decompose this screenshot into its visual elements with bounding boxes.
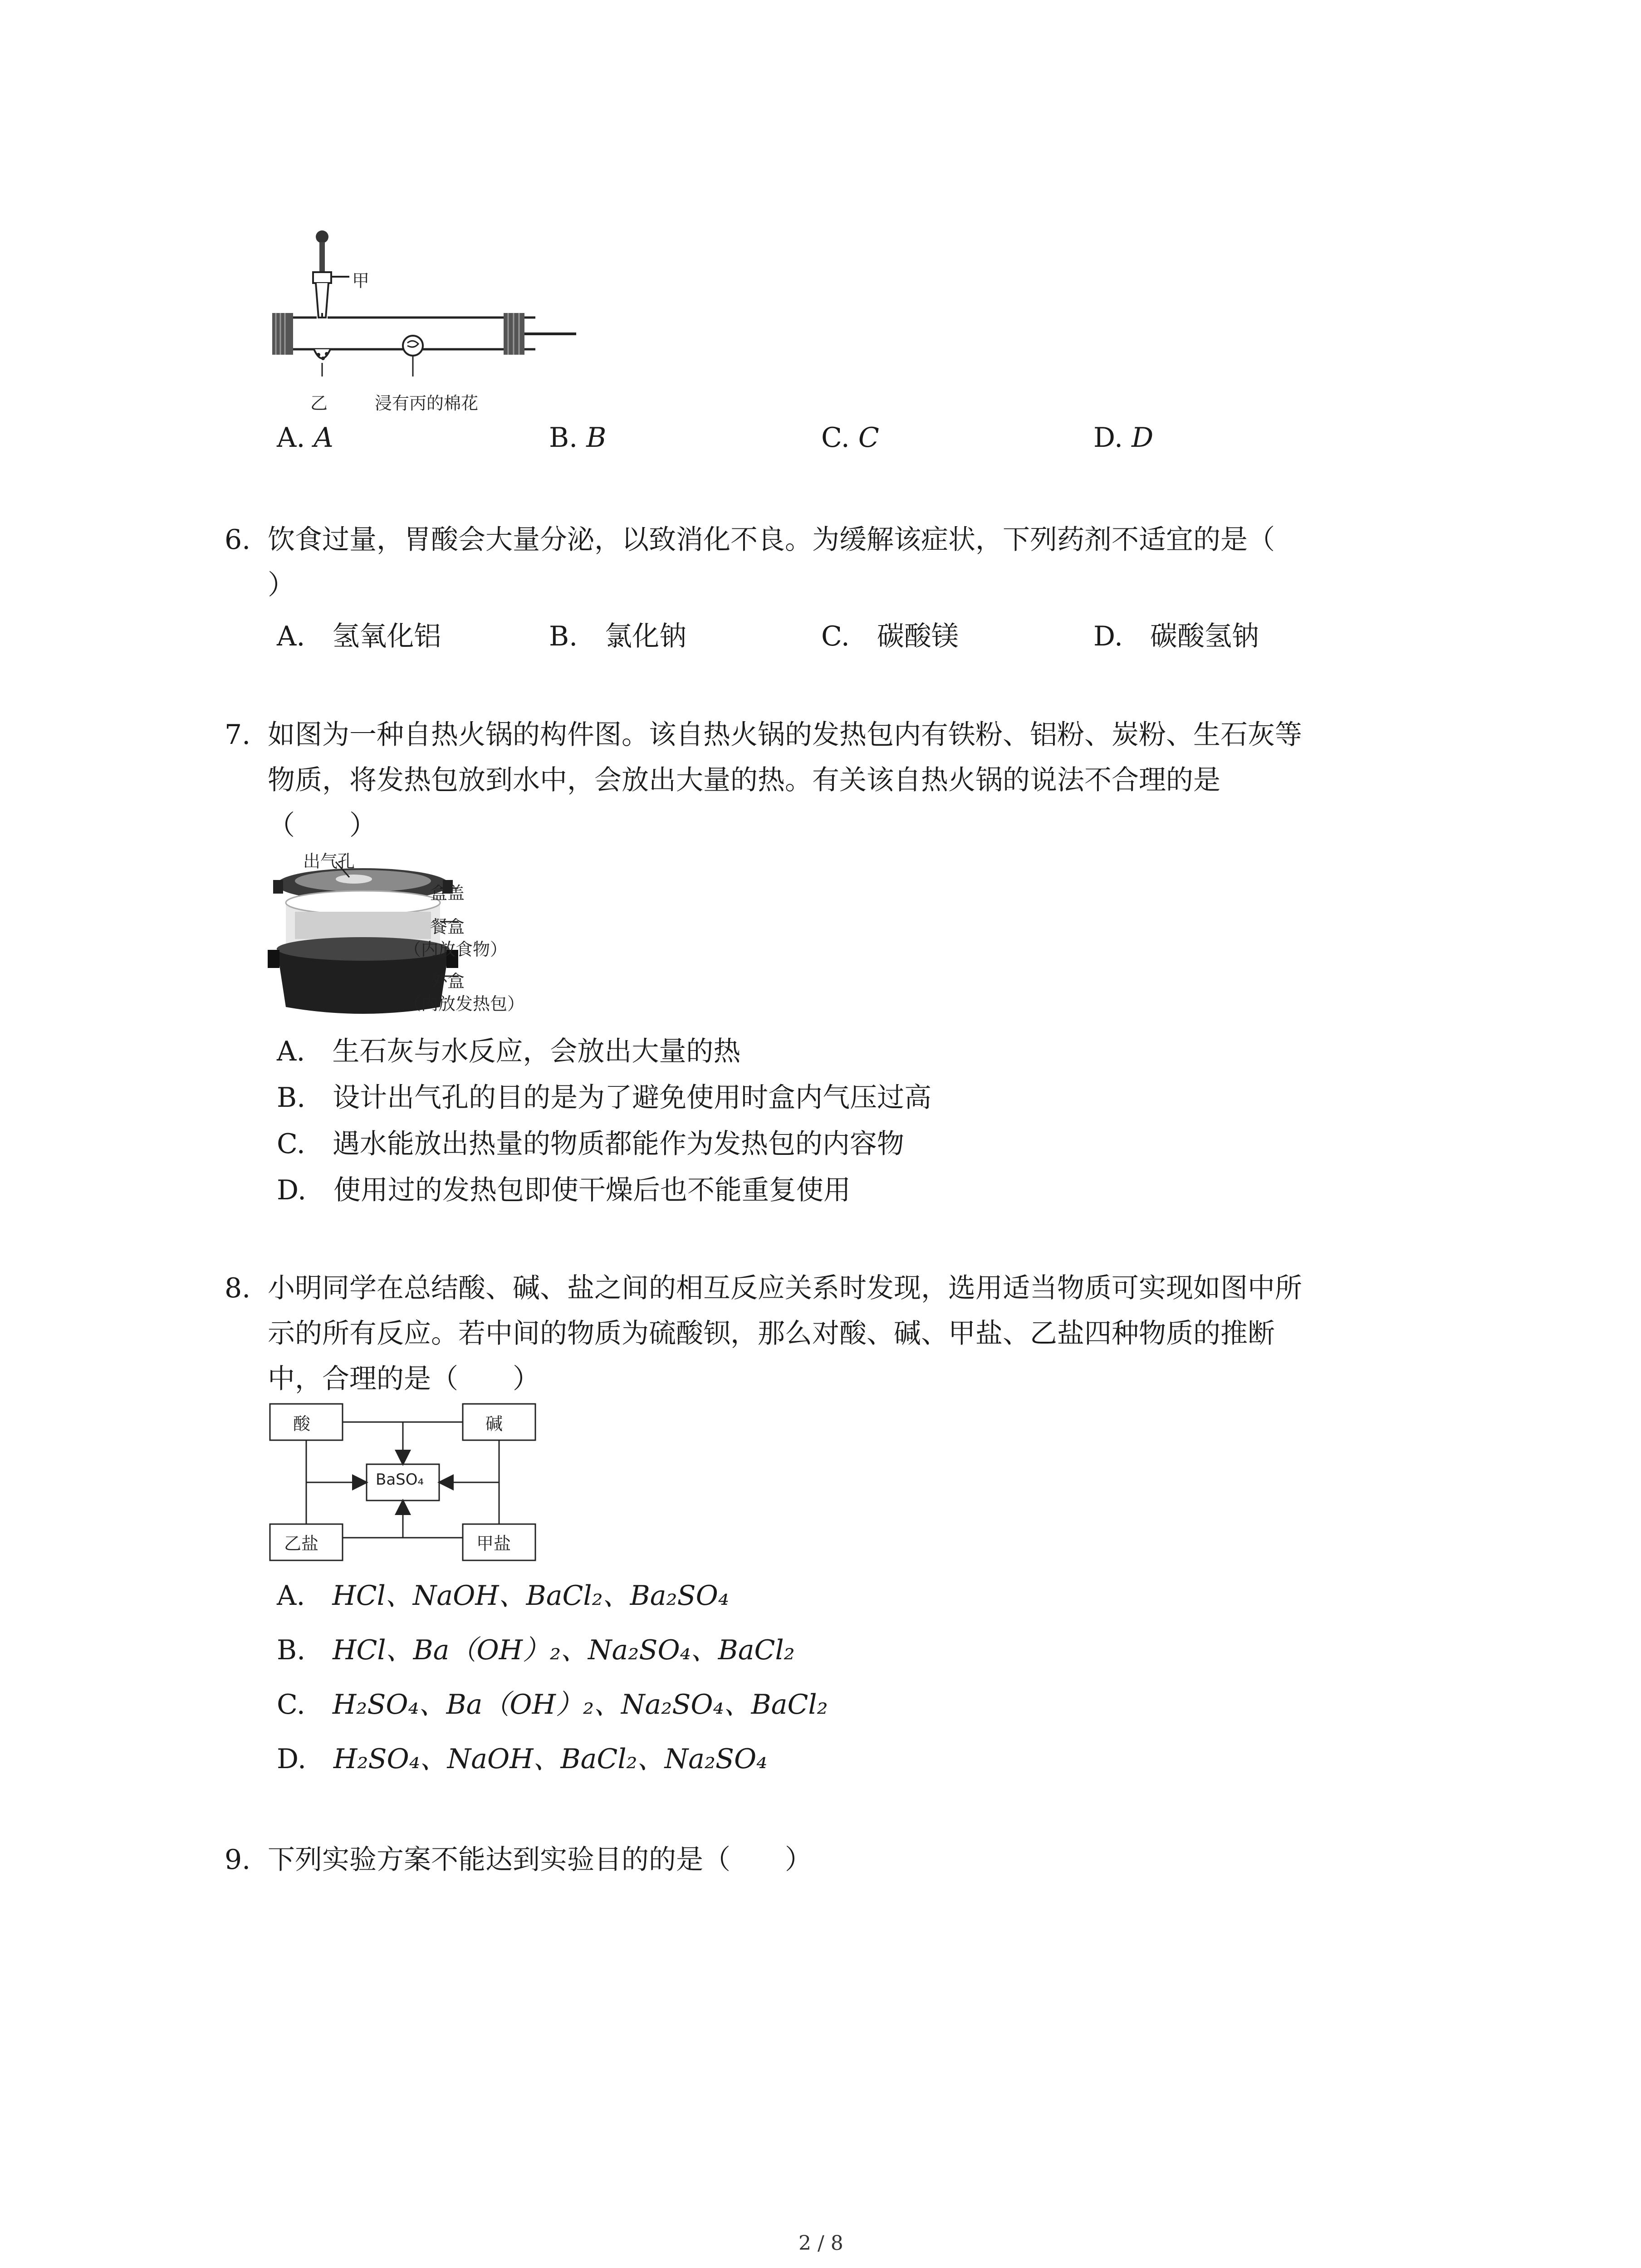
q6-stem-line2: ） bbox=[268, 569, 295, 601]
q5-option-b: B. B bbox=[549, 422, 607, 454]
q8-option-d: D. H₂SO₄、NaOH、BaCl₂、Na₂SO₄ bbox=[277, 1743, 768, 1775]
q6-number: 6. bbox=[225, 524, 251, 556]
page-number: 2 / 8 bbox=[798, 2232, 843, 2255]
label-lid: 盒盖 bbox=[430, 883, 465, 903]
q7-number: 7. bbox=[225, 719, 251, 751]
apparatus-figure bbox=[263, 227, 608, 417]
label-outer-note: （内放发热包） bbox=[404, 994, 525, 1014]
q8-stem-line2: 示的所有反应。若中间的物质为硫酸钡，那么对酸、碱、甲盐、乙盐四种物质的推断 bbox=[268, 1318, 1275, 1349]
node-salt-yi: 乙盐 bbox=[284, 1534, 319, 1554]
label-meal-note: （内放食物） bbox=[404, 939, 508, 959]
q8-option-b: B. HCl、Ba（OH）₂、Na₂SO₄、BaCl₂ bbox=[277, 1634, 795, 1666]
node-salt-jia: 甲盐 bbox=[476, 1534, 511, 1554]
q7-stem-line1: 如图为一种自热火锅的构件图。该自热火锅的发热包内有铁粉、铝粉、炭粉、生石灰等 bbox=[268, 719, 1302, 751]
q6-option-b: B. 氯化钠 bbox=[549, 621, 687, 652]
label-bing: 浸有丙的棉花 bbox=[375, 393, 479, 413]
q6-stem-line1: 饮食过量，胃酸会大量分泌，以致消化不良。为缓解该症状，下列药剂不适宜的是（ bbox=[268, 524, 1275, 556]
node-acid: 酸 bbox=[293, 1414, 311, 1434]
q8-stem-line3: 中，合理的是（ ） bbox=[268, 1363, 540, 1395]
q6-option-a: A. 氢氧化铝 bbox=[277, 621, 441, 652]
q7-stem-line2: 物质，将发热包放到水中，会放出大量的热。有关该自热火锅的说法不合理的是 bbox=[268, 764, 1220, 796]
q8-option-a: A. HCl、NaOH、BaCl₂、Ba₂SO₄ bbox=[277, 1580, 729, 1612]
node-base: 碱 bbox=[485, 1414, 503, 1434]
q7-option-b: B. 设计出气孔的目的是为了避免使用时盒内气压过高 bbox=[277, 1082, 932, 1114]
q8-stem-line1: 小明同学在总结酸、碱、盐之间的相互反应关系时发现，选用适当物质可实现如图中所 bbox=[268, 1272, 1302, 1304]
q7-option-c: C. 遇水能放出热量的物质都能作为发热包的内容物 bbox=[277, 1128, 904, 1160]
node-center: BaSO₄ bbox=[376, 1471, 424, 1489]
q7-option-d: D. 使用过的发热包即使干燥后也不能重复使用 bbox=[277, 1174, 851, 1206]
label-meal-box: 餐盒 bbox=[430, 917, 465, 937]
q6-option-d: D. 碳酸氢钠 bbox=[1093, 621, 1259, 652]
q9-stem-line1: 下列实验方案不能达到实验目的的是（ ） bbox=[268, 1844, 812, 1876]
q7-stem-line3: （ ） bbox=[268, 810, 377, 841]
q8-option-c: C. H₂SO₄、Ba（OH）₂、Na₂SO₄、BaCl₂ bbox=[277, 1689, 828, 1721]
q5-option-a: A. A bbox=[277, 422, 333, 454]
q7-option-a: A. 生石灰与水反应，会放出大量的热 bbox=[277, 1036, 741, 1067]
q6-option-c: C. 碳酸镁 bbox=[821, 621, 959, 652]
label-outer-box: 外盒 bbox=[430, 971, 465, 991]
label-vent: 出气孔 bbox=[303, 851, 355, 871]
q5-option-c: C. C bbox=[821, 422, 879, 454]
q8-number: 8. bbox=[225, 1272, 251, 1304]
q9-number: 9. bbox=[225, 1844, 251, 1876]
label-yi: 乙 bbox=[310, 393, 328, 413]
q5-option-d: D. D bbox=[1093, 422, 1154, 454]
label-jia: 甲 bbox=[352, 271, 370, 291]
